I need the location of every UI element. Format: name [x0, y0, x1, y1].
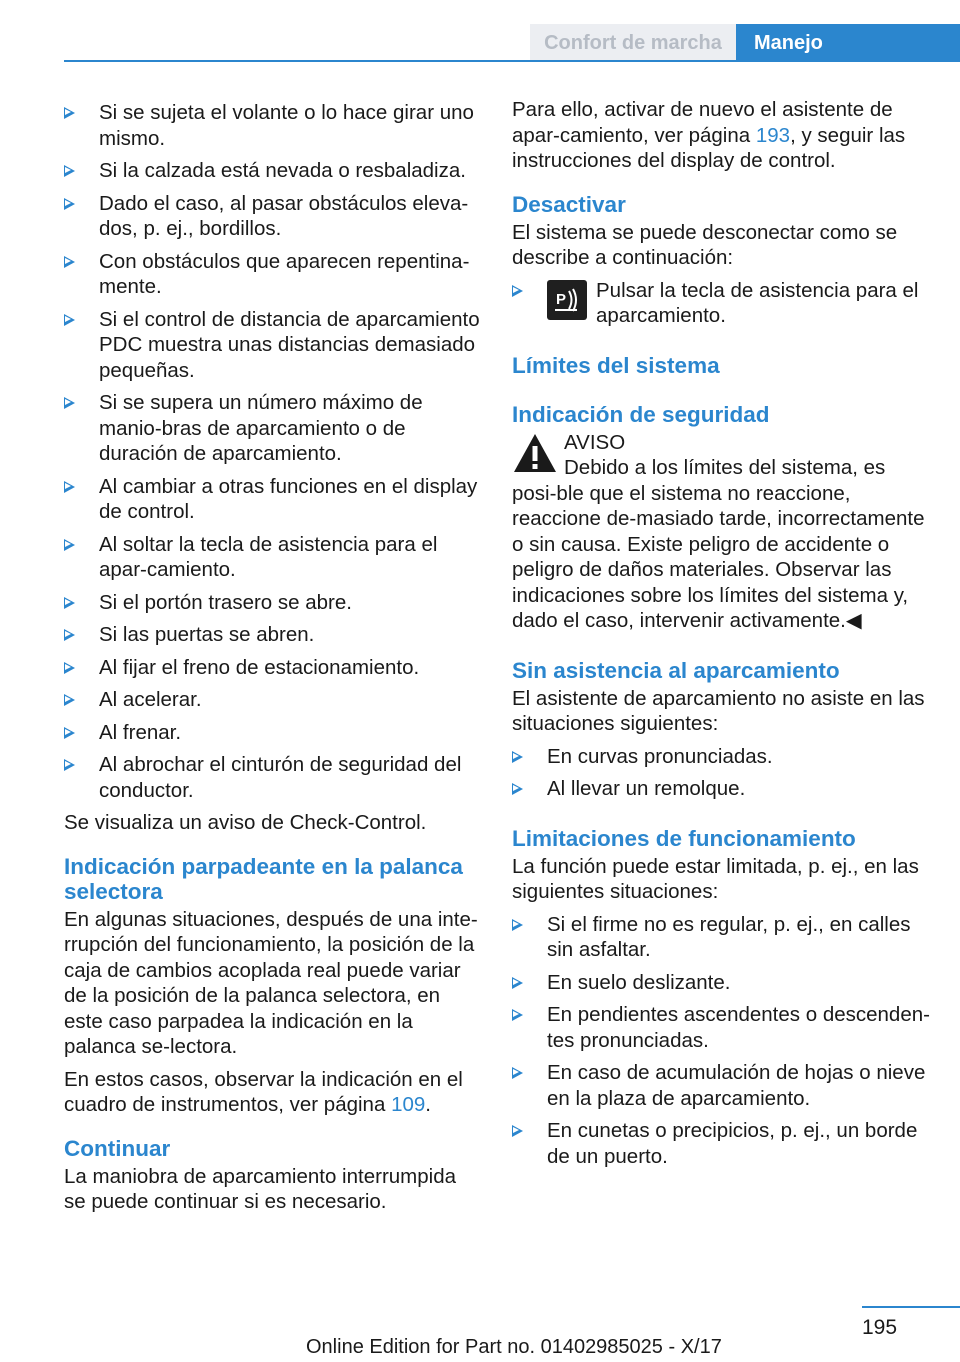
list-marker-icon [64, 629, 75, 641]
section-title-blink: Indicación parpadeante en la palanca selectora [64, 853, 463, 904]
section-title-no-assist: Sin asistencia al aparcamiento [512, 657, 840, 683]
list-item: En caso de acumulación de hojas o nieve en la plaza de aparcamiento. [512, 1060, 930, 1111]
list-marker-icon [512, 1125, 523, 1137]
page-link-109[interactable]: 109 [391, 1093, 426, 1116]
instrument-paragraph: En estos casos, observar la indicación en el cuadro de instrumentos, ver página 109. [64, 1067, 463, 1116]
check-control-note: Se visualiza un aviso de Check-Control. [64, 811, 427, 834]
list-marker-icon [64, 539, 75, 551]
list-item: Si el control de distancia de aparcamiento PDC muestra unas distancias demasiado pequeñas. [64, 307, 480, 384]
section-title-func-limits: Limitaciones de funcionamiento [512, 825, 856, 851]
list-item: En pendientes ascendentes o descenden‐tes pronunciadas. [512, 1002, 930, 1053]
section-title-continue: Continuar [64, 1135, 171, 1161]
page-number: 195 [862, 1316, 898, 1339]
header-rule [64, 60, 960, 62]
list-marker-icon [64, 727, 75, 739]
list-marker-icon [64, 397, 75, 409]
blink-paragraph: En algunas situaciones, después de una inte‐rrupción del funcionamiento, la posición de la caja de cambios acoplada real puede variar de la posición de la palanca selectora, en este caso parpadea la indicación en la palanca se‐lectora. [64, 907, 478, 1058]
deactivate-step-text: Pulsar la tecla de asistencia para el aparcamiento. [596, 278, 919, 327]
list-item: Si las puertas se abren. [64, 622, 480, 648]
no-assist-paragraph: El asistente de aparcamiento no asiste en las situaciones siguientes: [512, 686, 925, 735]
edition-note: Online Edition for Part no. 01402985025 - X/17 [306, 1336, 722, 1358]
no-assist-list [512, 744, 930, 802]
list-item: Al cambiar a otras funciones en el display de control. [64, 474, 480, 525]
list-marker-icon [64, 256, 75, 268]
list-marker-icon [64, 694, 75, 706]
header-tab-section: Confort de marcha [530, 24, 736, 62]
park-assist-key-icon [547, 280, 587, 320]
svg-text:P: P [556, 290, 567, 308]
list-item: Dado el caso, al pasar obstáculos eleva‐dos, p. ej., bordillos. [64, 191, 480, 242]
list-item: Al fijar el freno de estacionamiento. [64, 655, 480, 681]
list-marker-icon [512, 977, 523, 989]
left-column [64, 100, 480, 1222]
reactivate-paragraph: Para ello, activar de nuevo el asistente de apar‐camiento, ver página 193, y seguir las instrucciones del display de control. [512, 98, 906, 172]
warning-block [512, 430, 930, 634]
footer-rule [862, 1306, 960, 1308]
header-tab-chapter: Manejo [736, 24, 960, 62]
list-marker-icon [64, 759, 75, 771]
list-marker-icon [64, 107, 75, 119]
list-item: Si se sujeta el volante o lo hace girar uno mismo. [64, 100, 480, 151]
list-marker-icon [512, 751, 523, 763]
list-item: Al frenar. [64, 720, 480, 746]
list-item: Al llevar un remolque. [512, 776, 930, 802]
list-item: Al soltar la tecla de asistencia para el apar‐camiento. [64, 532, 480, 583]
list-marker-icon [64, 481, 75, 493]
list-marker-icon [512, 919, 523, 931]
section-title-safety: Indicación de seguridad [512, 401, 770, 427]
list-marker-icon [64, 597, 75, 609]
list-marker-icon [64, 198, 75, 210]
list-marker-icon [512, 1067, 523, 1079]
list-marker-icon [64, 662, 75, 674]
warning-triangle-icon [512, 432, 558, 474]
list-item: En suelo deslizante. [512, 970, 930, 996]
section-title-limits: Límites del sistema [512, 352, 720, 378]
warning-text: Debido a los límites del sistema, es posi‐ble que el sistema no reaccione, reaccione de‐masiado tarde, incorrectamente o sin causa. Existe peligro de accidente o peligro de daños materiales. Observar las indicaciones sobre los límites del sistema y, dado el caso, intervenir activamente.◀ [512, 456, 925, 632]
list-marker-icon [512, 1009, 523, 1021]
deactivate-paragraph: El sistema se puede desconectar como se describe a continuación: [512, 220, 898, 269]
cancel-conditions-list [64, 100, 480, 803]
list-item: En curvas pronunciadas. [512, 744, 930, 770]
warning-heading: AVISO [564, 430, 626, 454]
list-item: Con obstáculos que aparecen repentina‐mente. [64, 249, 480, 300]
list-item: Al acelerar. [64, 687, 480, 713]
list-marker-icon [64, 314, 75, 326]
list-marker-icon [64, 165, 75, 177]
right-column [512, 97, 930, 1176]
list-item: Si la calzada está nevada o resbaladiza. [64, 158, 480, 184]
list-item: Al abrochar el cinturón de seguridad del conductor. [64, 752, 480, 803]
list-marker-icon [512, 783, 523, 795]
list-item: Si se supera un número máximo de manio‐bras de aparcamiento o de duración de aparcamiento. [64, 390, 480, 467]
section-title-deactivate: Desactivar [512, 191, 626, 217]
continue-paragraph: La maniobra de aparcamiento interrumpida se puede continuar si es necesario. [64, 1164, 457, 1213]
func-limits-list [512, 912, 930, 1170]
list-marker-icon [512, 285, 523, 297]
list-item: Si el portón trasero se abre. [64, 590, 480, 616]
page-link-193[interactable]: 193 [755, 123, 791, 147]
list-item: Si el firme no es regular, p. ej., en calles sin asfaltar. [512, 912, 930, 963]
list-item: En cunetas o precipicios, p. ej., un borde de un puerto. [512, 1118, 930, 1169]
deactivate-step [512, 278, 930, 329]
func-limits-paragraph: La función puede estar limitada, p. ej., en las siguientes situaciones: [512, 854, 919, 903]
